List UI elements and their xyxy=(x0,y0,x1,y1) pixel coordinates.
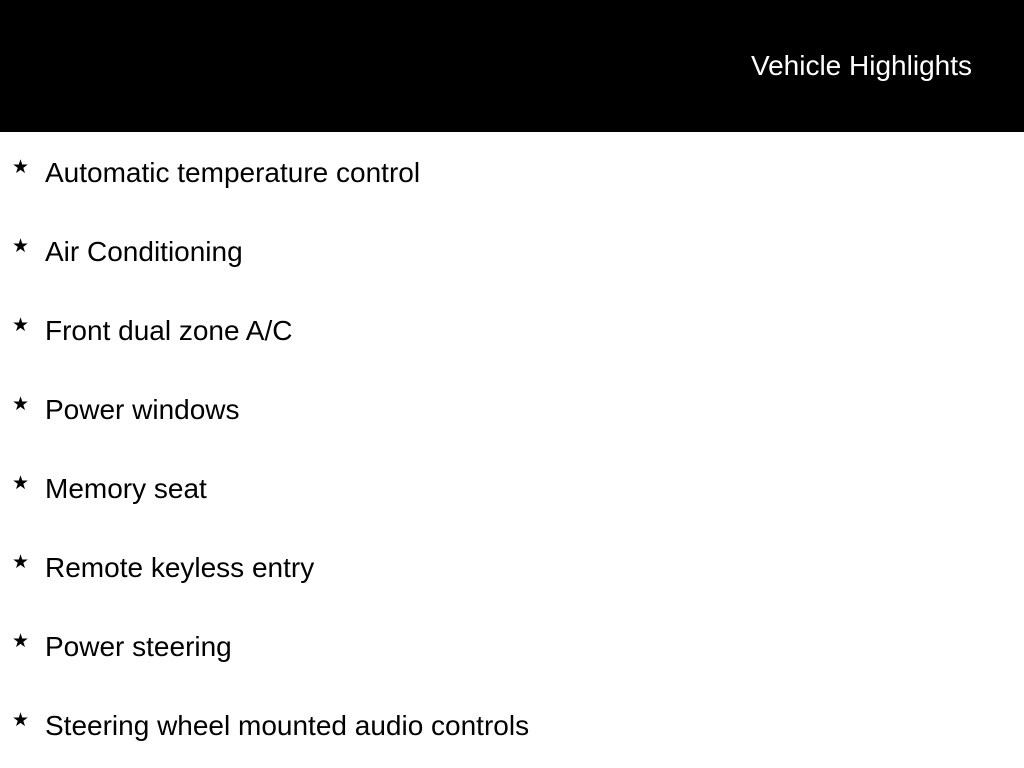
page-header xyxy=(0,0,1024,132)
star-icon: ★ xyxy=(12,157,30,178)
feature-label: Memory seat xyxy=(45,473,207,504)
star-icon: ★ xyxy=(12,473,30,494)
star-icon: ★ xyxy=(12,710,30,731)
list-item xyxy=(0,211,1024,290)
feature-label: Steering wheel mounted audio controls xyxy=(45,710,530,741)
list-item xyxy=(0,606,1024,685)
feature-list xyxy=(0,132,1024,764)
list-item xyxy=(0,527,1024,606)
list-item xyxy=(0,290,1024,369)
list-item xyxy=(0,685,1024,764)
star-icon: ★ xyxy=(12,394,30,415)
star-icon: ★ xyxy=(12,315,30,336)
star-icon: ★ xyxy=(12,631,30,652)
feature-label: Air Conditioning xyxy=(45,236,243,267)
feature-label: Power steering xyxy=(45,631,232,662)
feature-label: Remote keyless entry xyxy=(45,552,315,583)
page-title: Vehicle Highlights xyxy=(750,50,972,81)
star-icon: ★ xyxy=(12,552,30,573)
list-item xyxy=(0,369,1024,448)
feature-label: Power windows xyxy=(45,394,240,425)
star-icon: ★ xyxy=(12,236,30,257)
feature-label: Front dual zone A/C xyxy=(45,315,293,346)
feature-label: Automatic temperature control xyxy=(45,157,421,188)
list-item xyxy=(0,132,1024,211)
list-item xyxy=(0,448,1024,527)
